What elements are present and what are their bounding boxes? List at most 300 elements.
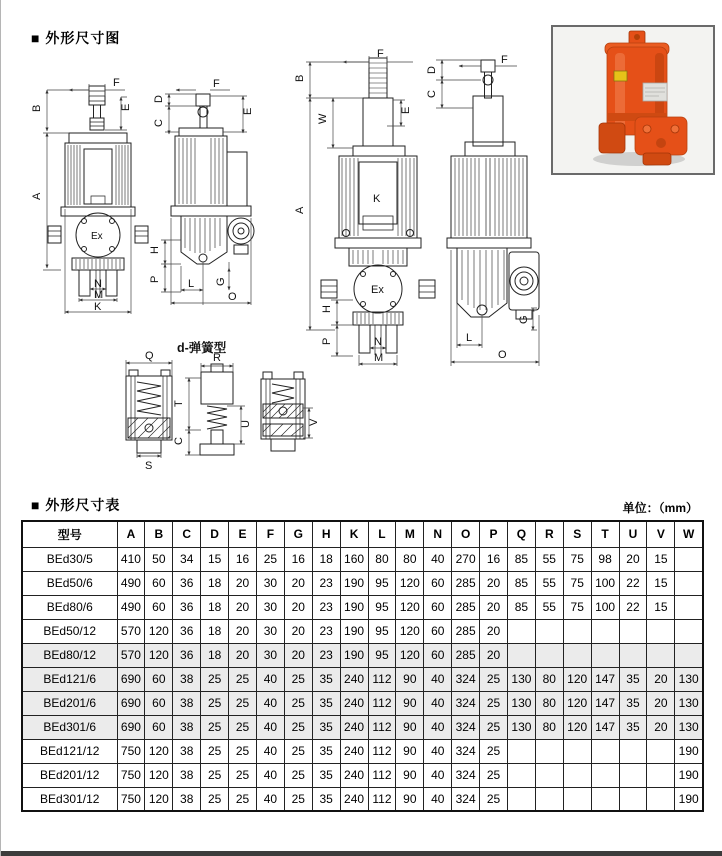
col-header-model: 型号: [22, 521, 117, 547]
value-cell: 35: [312, 691, 340, 715]
value-cell: 25: [201, 715, 229, 739]
value-cell: 35: [312, 763, 340, 787]
value-cell: 490: [117, 595, 145, 619]
value-cell: 90: [396, 667, 424, 691]
value-cell: 30: [256, 571, 284, 595]
value-cell: 20: [284, 571, 312, 595]
value-cell: 130: [507, 715, 535, 739]
value-cell: 120: [145, 643, 173, 667]
value-cell: 40: [256, 787, 284, 811]
value-cell: 60: [424, 571, 452, 595]
value-cell: 15: [201, 547, 229, 571]
value-cell: 147: [591, 667, 619, 691]
col-header-m: M: [396, 521, 424, 547]
value-cell: 40: [256, 667, 284, 691]
value-cell: 40: [424, 787, 452, 811]
value-cell: 120: [145, 739, 173, 763]
dim-label-p: P: [149, 275, 161, 283]
value-cell: 40: [424, 715, 452, 739]
value-cell: [647, 787, 675, 811]
value-cell: 25: [201, 739, 229, 763]
value-cell: 25: [284, 739, 312, 763]
table-row: [22, 571, 703, 595]
value-cell: 20: [229, 619, 257, 643]
col-header-b: B: [145, 521, 173, 547]
value-cell: 60: [424, 595, 452, 619]
value-cell: 690: [117, 691, 145, 715]
spring-type-right-drawing: [261, 372, 305, 451]
value-cell: 25: [256, 547, 284, 571]
value-cell: 25: [480, 763, 508, 787]
col-header-g: G: [284, 521, 312, 547]
value-cell: 324: [452, 691, 480, 715]
value-cell: 75: [563, 547, 591, 571]
value-cell: 40: [424, 691, 452, 715]
value-cell: 130: [675, 691, 703, 715]
value-cell: 190: [340, 595, 368, 619]
value-cell: 147: [591, 715, 619, 739]
value-cell: 95: [368, 595, 396, 619]
table-row: [22, 715, 703, 739]
dimensions-table: [21, 520, 704, 812]
value-cell: 20: [480, 643, 508, 667]
value-cell: 324: [452, 763, 480, 787]
value-cell: 15: [647, 595, 675, 619]
table-section-title: ■ 外形尺寸表: [31, 497, 121, 513]
value-cell: 75: [563, 595, 591, 619]
value-cell: [647, 739, 675, 763]
value-cell: 20: [647, 691, 675, 715]
value-cell: 40: [256, 763, 284, 787]
model-cell: BEd201/12: [22, 763, 117, 787]
value-cell: 25: [284, 763, 312, 787]
value-cell: 38: [173, 715, 201, 739]
value-cell: 60: [145, 715, 173, 739]
spring-type-right-dims: [303, 408, 320, 438]
value-cell: 90: [396, 691, 424, 715]
value-cell: 38: [173, 787, 201, 811]
value-cell: 25: [229, 715, 257, 739]
spring-type-middle-drawing: [200, 364, 234, 455]
side-view-right-drawing: [447, 60, 539, 319]
dim-label-r: R: [213, 352, 221, 364]
value-cell: [591, 763, 619, 787]
col-header-t: T: [591, 521, 619, 547]
value-cell: 270: [452, 547, 480, 571]
value-cell: 25: [229, 787, 257, 811]
value-cell: 25: [284, 715, 312, 739]
value-cell: 35: [312, 787, 340, 811]
unit-label: 单位：（mm）: [622, 501, 698, 515]
value-cell: 112: [368, 715, 396, 739]
col-header-v: V: [647, 521, 675, 547]
value-cell: 38: [173, 667, 201, 691]
value-cell: 85: [507, 571, 535, 595]
value-cell: 40: [256, 739, 284, 763]
table-header-row: [22, 521, 703, 547]
model-cell: BEd30/5: [22, 547, 117, 571]
value-cell: 20: [229, 571, 257, 595]
value-cell: 120: [563, 667, 591, 691]
value-cell: 190: [340, 643, 368, 667]
value-cell: [535, 787, 563, 811]
dim-label-m: M: [374, 352, 384, 364]
value-cell: 190: [340, 571, 368, 595]
value-cell: 324: [452, 667, 480, 691]
col-header-c: C: [173, 521, 201, 547]
value-cell: 40: [424, 763, 452, 787]
dim-label-b: B: [294, 74, 306, 82]
dim-label-c: C: [173, 437, 185, 445]
value-cell: 18: [201, 643, 229, 667]
table-row: [22, 643, 703, 667]
model-cell: BEd80/12: [22, 643, 117, 667]
value-cell: [675, 643, 703, 667]
value-cell: 130: [507, 691, 535, 715]
spring-type-title: d-弹簧型: [177, 341, 227, 355]
value-cell: 130: [675, 715, 703, 739]
value-cell: 23: [312, 643, 340, 667]
dim-label-t: T: [173, 400, 185, 407]
dim-label-g: G: [518, 315, 530, 324]
value-cell: 285: [452, 643, 480, 667]
value-cell: 38: [173, 739, 201, 763]
value-cell: 20: [480, 595, 508, 619]
value-cell: 80: [396, 547, 424, 571]
value-cell: 490: [117, 571, 145, 595]
value-cell: [591, 643, 619, 667]
value-cell: 120: [563, 691, 591, 715]
value-cell: 60: [145, 571, 173, 595]
front-view-left-drawing: [48, 86, 148, 298]
dim-label-m: M: [94, 289, 104, 301]
model-cell: BEd80/6: [22, 595, 117, 619]
side-view-left-dims: [149, 78, 254, 305]
dim-label-k: K: [94, 301, 102, 313]
dim-label-p: P: [321, 337, 333, 345]
table-row: [22, 547, 703, 571]
value-cell: 100: [591, 595, 619, 619]
dim-label-a: A: [31, 192, 43, 200]
value-cell: 60: [145, 691, 173, 715]
value-cell: 23: [312, 595, 340, 619]
value-cell: 690: [117, 667, 145, 691]
value-cell: 112: [368, 787, 396, 811]
value-cell: [619, 763, 647, 787]
spring-type-left-dims: [126, 350, 172, 472]
model-cell: BEd50/12: [22, 619, 117, 643]
value-cell: 25: [480, 715, 508, 739]
value-cell: 18: [201, 619, 229, 643]
value-cell: 120: [396, 619, 424, 643]
dim-label-l: L: [188, 278, 195, 290]
value-cell: 20: [480, 571, 508, 595]
value-cell: 90: [396, 739, 424, 763]
value-cell: 15: [647, 547, 675, 571]
value-cell: 80: [535, 715, 563, 739]
value-cell: [591, 739, 619, 763]
model-cell: BEd301/6: [22, 715, 117, 739]
side-view-right-dims: [426, 54, 539, 366]
value-cell: 130: [507, 667, 535, 691]
product-photo-image: [551, 25, 715, 175]
value-cell: [535, 643, 563, 667]
dim-label-h: H: [149, 246, 161, 254]
dim-label-c: C: [153, 119, 165, 127]
value-cell: [563, 619, 591, 643]
value-cell: 25: [284, 667, 312, 691]
footer-bar: [1, 851, 722, 856]
value-cell: 90: [396, 787, 424, 811]
value-cell: 30: [256, 619, 284, 643]
value-cell: 20: [284, 643, 312, 667]
value-cell: [675, 547, 703, 571]
value-cell: 190: [675, 787, 703, 811]
value-cell: 35: [312, 739, 340, 763]
value-cell: 120: [396, 571, 424, 595]
dim-label-h: H: [321, 305, 333, 313]
value-cell: 35: [312, 667, 340, 691]
model-cell: BEd201/6: [22, 691, 117, 715]
value-cell: [619, 619, 647, 643]
col-header-l: L: [368, 521, 396, 547]
model-cell: BEd121/6: [22, 667, 117, 691]
value-cell: 98: [591, 547, 619, 571]
value-cell: 80: [368, 547, 396, 571]
value-cell: 95: [368, 643, 396, 667]
dim-label-g: G: [215, 277, 227, 286]
value-cell: 25: [480, 787, 508, 811]
value-cell: 18: [201, 571, 229, 595]
value-cell: 112: [368, 763, 396, 787]
value-cell: 40: [424, 739, 452, 763]
dim-label-s: S: [145, 460, 153, 472]
col-header-u: U: [619, 521, 647, 547]
value-cell: 80: [535, 691, 563, 715]
value-cell: 120: [145, 619, 173, 643]
value-cell: [535, 619, 563, 643]
value-cell: 25: [201, 667, 229, 691]
table-row: [22, 787, 703, 811]
col-header-r: R: [535, 521, 563, 547]
value-cell: 18: [312, 547, 340, 571]
value-cell: 30: [256, 595, 284, 619]
value-cell: [675, 571, 703, 595]
col-header-s: S: [563, 521, 591, 547]
drawing-section-title: ■ 外形尺寸图: [31, 30, 121, 46]
value-cell: 112: [368, 691, 396, 715]
value-cell: 36: [173, 595, 201, 619]
dim-label-c: C: [426, 90, 438, 98]
value-cell: 25: [229, 691, 257, 715]
value-cell: 55: [535, 595, 563, 619]
value-cell: [619, 787, 647, 811]
value-cell: 85: [507, 547, 535, 571]
dim-label-q: Q: [145, 350, 154, 362]
ex-marking-label: Ex: [371, 284, 384, 296]
value-cell: 570: [117, 643, 145, 667]
value-cell: 240: [340, 763, 368, 787]
col-header-d: D: [201, 521, 229, 547]
value-cell: 120: [396, 643, 424, 667]
value-cell: 35: [619, 691, 647, 715]
value-cell: 36: [173, 571, 201, 595]
value-cell: 55: [535, 547, 563, 571]
value-cell: 40: [256, 691, 284, 715]
value-cell: 570: [117, 619, 145, 643]
dim-label-e: E: [120, 103, 132, 111]
value-cell: 35: [619, 715, 647, 739]
value-cell: 22: [619, 595, 647, 619]
value-cell: 120: [145, 763, 173, 787]
value-cell: [591, 619, 619, 643]
value-cell: [591, 787, 619, 811]
value-cell: [563, 739, 591, 763]
value-cell: 15: [647, 571, 675, 595]
table-row: [22, 763, 703, 787]
value-cell: 20: [647, 667, 675, 691]
value-cell: [619, 643, 647, 667]
dim-label-e: E: [242, 107, 254, 115]
value-cell: 20: [284, 619, 312, 643]
value-cell: 18: [201, 595, 229, 619]
table-row: [22, 691, 703, 715]
col-header-a: A: [117, 521, 145, 547]
dim-label-w: W: [317, 113, 329, 124]
value-cell: 55: [535, 571, 563, 595]
model-cell: BEd301/12: [22, 787, 117, 811]
value-cell: [563, 643, 591, 667]
value-cell: 60: [424, 643, 452, 667]
value-cell: [507, 739, 535, 763]
value-cell: 240: [340, 787, 368, 811]
dim-label-n: N: [374, 336, 382, 348]
value-cell: 90: [396, 715, 424, 739]
body-k-label: K: [373, 193, 381, 205]
value-cell: 40: [424, 667, 452, 691]
col-header-k: K: [340, 521, 368, 547]
spring-type-left-drawing: [126, 370, 172, 453]
dim-label-f: F: [377, 48, 384, 60]
col-header-o: O: [452, 521, 480, 547]
value-cell: 25: [229, 667, 257, 691]
dim-label-l: L: [466, 332, 473, 344]
value-cell: 120: [396, 595, 424, 619]
value-cell: [563, 787, 591, 811]
value-cell: 40: [424, 547, 452, 571]
value-cell: 25: [480, 739, 508, 763]
value-cell: 40: [256, 715, 284, 739]
dim-label-o: O: [228, 291, 237, 303]
value-cell: 90: [396, 763, 424, 787]
dim-label-f: F: [213, 78, 220, 90]
value-cell: 130: [675, 667, 703, 691]
col-header-q: Q: [507, 521, 535, 547]
value-cell: 190: [675, 763, 703, 787]
dim-label-b: B: [31, 104, 43, 112]
value-cell: 100: [591, 571, 619, 595]
value-cell: 240: [340, 667, 368, 691]
value-cell: 20: [284, 595, 312, 619]
value-cell: 324: [452, 715, 480, 739]
value-cell: 285: [452, 571, 480, 595]
side-view-left-drawing: [171, 94, 254, 264]
value-cell: 20: [647, 715, 675, 739]
dim-label-d: D: [426, 66, 438, 74]
value-cell: 20: [619, 547, 647, 571]
value-cell: 20: [480, 619, 508, 643]
value-cell: 35: [619, 667, 647, 691]
value-cell: 25: [284, 787, 312, 811]
value-cell: 36: [173, 619, 201, 643]
value-cell: 38: [173, 763, 201, 787]
model-cell: BEd121/12: [22, 739, 117, 763]
value-cell: 285: [452, 619, 480, 643]
value-cell: 25: [201, 787, 229, 811]
value-cell: 120: [563, 715, 591, 739]
value-cell: 324: [452, 739, 480, 763]
dim-label-d: D: [153, 95, 165, 103]
value-cell: 240: [340, 739, 368, 763]
value-cell: 240: [340, 691, 368, 715]
value-cell: 25: [229, 763, 257, 787]
value-cell: 25: [480, 691, 508, 715]
value-cell: 16: [480, 547, 508, 571]
value-cell: [647, 643, 675, 667]
value-cell: 23: [312, 571, 340, 595]
value-cell: 50: [145, 547, 173, 571]
value-cell: 22: [619, 571, 647, 595]
value-cell: 20: [229, 595, 257, 619]
value-cell: [619, 739, 647, 763]
value-cell: [535, 739, 563, 763]
dim-label-u: U: [240, 420, 252, 428]
value-cell: 35: [312, 715, 340, 739]
value-cell: 60: [145, 595, 173, 619]
ex-marking-label: Ex: [91, 231, 103, 242]
value-cell: 750: [117, 739, 145, 763]
value-cell: 120: [145, 787, 173, 811]
value-cell: [647, 619, 675, 643]
dim-label-f: F: [113, 77, 120, 89]
col-header-w: W: [675, 521, 703, 547]
value-cell: 60: [424, 619, 452, 643]
dimensions-table-body: [22, 547, 703, 811]
value-cell: [507, 787, 535, 811]
value-cell: 147: [591, 691, 619, 715]
value-cell: 36: [173, 643, 201, 667]
value-cell: 75: [563, 571, 591, 595]
value-cell: 25: [201, 691, 229, 715]
value-cell: 95: [368, 571, 396, 595]
dim-label-n: N: [94, 278, 102, 290]
dim-label-f: F: [501, 54, 508, 66]
value-cell: 16: [229, 547, 257, 571]
value-cell: 60: [145, 667, 173, 691]
table-row: [22, 619, 703, 643]
value-cell: 112: [368, 739, 396, 763]
value-cell: 190: [675, 739, 703, 763]
col-header-e: E: [229, 521, 257, 547]
nameplate-badge: [614, 71, 627, 81]
value-cell: 160: [340, 547, 368, 571]
dim-label-v: V: [308, 418, 320, 426]
value-cell: 285: [452, 595, 480, 619]
col-header-p: P: [480, 521, 508, 547]
table-row: [22, 595, 703, 619]
value-cell: 25: [480, 667, 508, 691]
value-cell: 80: [535, 667, 563, 691]
